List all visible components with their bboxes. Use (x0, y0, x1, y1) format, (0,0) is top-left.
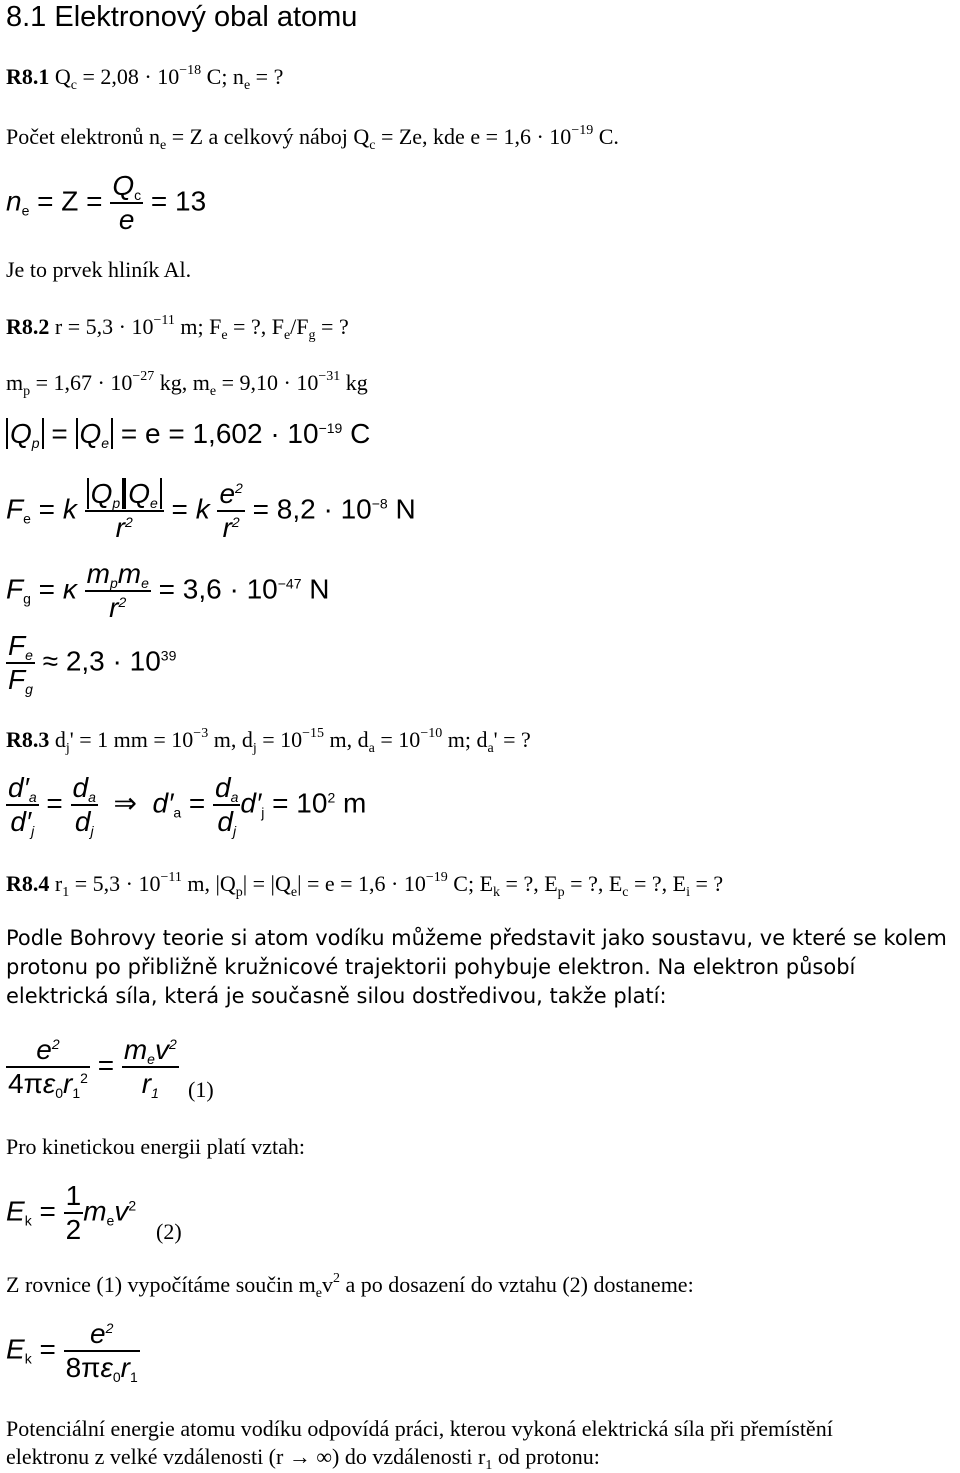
r84-kinetic-result: $E_k$ = $\frac{e^2}{8\pi\varepsilon_0r_1}$ (6, 1318, 138, 1385)
equation-number-2: (2) (156, 1219, 182, 1244)
r84-potential-text-1: Potenciální energie atomu vodíku odpovídá práci, kterou vykoná elektrická síla při přemístění (6, 1416, 833, 1441)
page-title: 8.1 Elektronový obal atomu (6, 1, 358, 33)
r84-given: R8.4 $r_1 = 5,3 \cdot 10^{-11}$ m, $|Q_p| = |Q_e| = e = 1,6 \cdot 10^{-19}$ C; $E_k$ = ?, $E_p$ = ?, $E_c$ = ?, $E_i$ = ? (6, 870, 724, 900)
r84-kinetic-text: Pro kinetickou energii platí vztah: (6, 1134, 305, 1159)
r84-substitution-text: Z rovnice (1) vypočítáme součin $m_ev^2$ a po dosazení do vztahu (2) dostaneme: (6, 1271, 694, 1301)
r84-potential-text-2: elektronu z velké vzdálenosti (r → ∞) do vzdálenosti $r_1$ od protonu: (6, 1444, 600, 1473)
r82-coulomb-equation: $F_e = k$ $\frac{Q_p Q_e}{r^2}$ = k $\frac{e^2}{r^2}$ = $8,2 \cdot 10^{-8}$ N (6, 478, 416, 543)
r83-given: R8.3 $d_j' = 1$ mm = $10^{-3}$ m, $d_j = 10^{-15}$ m, $d_a = 10^{-10}$ m; $d_a'$ = ? (6, 726, 531, 756)
r84-equation-1: $\frac{e^2}{4\pi\varepsilon_0r_1^2}$ = $\frac{m_ev^2}{r_1}$ (8, 1034, 177, 1101)
r82-masses: $m_p = 1,67 \cdot 10^{-27}$ kg, $m_e = 9,10 \cdot 10^{-31}$ kg (6, 369, 368, 399)
r81-given: R8.1 $Q_c = 2,08 \cdot 10^{-18}$ C; $n_e$ = ? (6, 63, 284, 93)
r84-bohr-paragraph: Podle Bohrovy teorie si atom vodíku můžeme představit jako soustavu, ve které se kolem protonu po přibližně kružnicové trajektorii pohybuje elektron. Na elektron působí elektrická síla, která je současně silou dostředivou, takže platí: (6, 926, 947, 1008)
r82-given: R8.2 $r = 5,3 \cdot 10^{-11}$ m; $F_e$ = ?, $F_e/F_g$ = ? (6, 313, 349, 343)
r81-conclusion: Je to prvek hliník Al. (6, 257, 192, 282)
r82-ratio-equation: $\frac{F_e}{F_g}$ ≈ $2,3 \cdot 10^{39}$ (8, 630, 177, 697)
r83-equation: $\frac{d'_a}{d'_j}$ = $\frac{d_a}{d_j}$ ⇒ $d'_a$ = $\frac{d_a}{d_j}$ $d'_j = 10^2$ m (8, 772, 367, 839)
r84-equation-2: $E_k$ = $\frac{1}{2}$ $m_ev^2$ (6, 1180, 137, 1245)
r81-equation: $n_e = Z$ = $\frac{Q_c}{e}$ = 13 (6, 170, 207, 235)
r82-gravity-equation: $F_g = \kappa$ $\frac{m_pm_e}{r^2}$ = $3,6 \cdot 10^{-47}$ N (6, 558, 330, 623)
equation-number-1: (1) (188, 1077, 214, 1102)
r82-charge-equation: $Q_p = Q_e = e = 1,602 \cdot 10^{-19}$ C (6, 418, 370, 450)
r81-electron-count: Počet elektronů $n_e = Z$ a celkový náboj $Q_c = Ze$, kde $e = 1,6 \cdot 10^{-19}$ C. (6, 123, 619, 153)
